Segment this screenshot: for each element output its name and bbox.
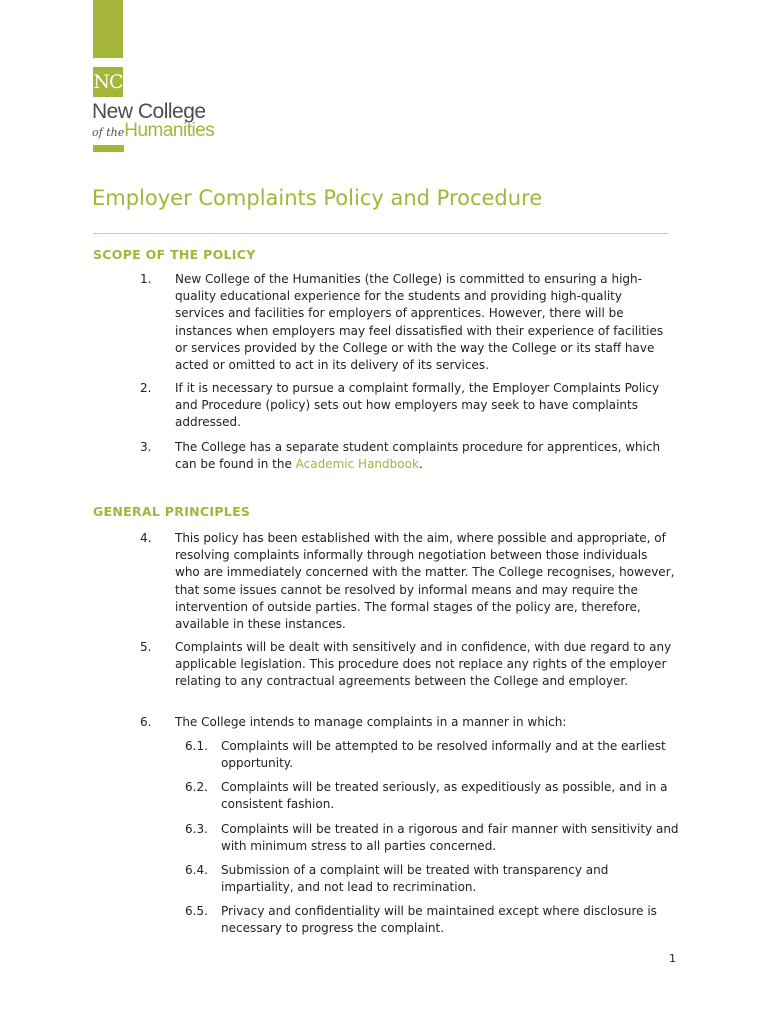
logo-top-bar [93, 0, 123, 58]
item-text: Complaints will be dealt with sensitively and in confidence, with due regard to any applicable legislation. This procedure does not replace any rights of the employer relating to any contractual agreements between the College and employer. [175, 640, 672, 689]
academic-handbook-link[interactable]: Academic Handbook [295, 457, 419, 472]
subitem-number: 6.5. [185, 904, 208, 918]
item-text: The College intends to manage complaints in a manner in which: [175, 715, 567, 729]
logo-humanities: Humanities [124, 120, 215, 141]
logo-name-line1: New College [92, 100, 206, 123]
item-number: 3. [140, 440, 152, 454]
section-heading-principles: GENERAL PRINCIPLES [93, 504, 251, 519]
subitem-text: Complaints will be attempted to be resolved informally and at the earliest opportunity. [221, 739, 666, 771]
subitem-text: Privacy and confidentiality will be maintained except where disclosure is necessary to progress the complaint. [221, 904, 657, 936]
item-number: 6. [140, 715, 152, 729]
page-number: 1 [669, 952, 676, 965]
logo-underbar [93, 145, 124, 152]
item-number: 4. [140, 531, 152, 545]
logo-monogram: NC [93, 67, 123, 97]
subitem-text: Submission of a complaint will be treated with transparency and impartiality, and not lead to recrimination. [221, 863, 609, 895]
section-heading-scope: SCOPE OF THE POLICY [93, 247, 256, 262]
item-number: 5. [140, 640, 152, 654]
logo-of-the: of the [92, 126, 125, 139]
item-text: If it is necessary to pursue a complaint formally, the Employer Complaints Policy and Procedure (policy) sets out how employers may seek to have complaints addressed. [175, 381, 660, 430]
subitem-number: 6.1. [185, 739, 208, 753]
subitem-number: 6.4. [185, 863, 208, 877]
item-number: 1. [140, 272, 152, 286]
page-title: Employer Complaints Policy and Procedure [92, 186, 543, 210]
item-text: This policy has been established with the aim, where possible and appropriate, of resolving complaints informally through negotiation between those individuals who are immediately concerned with the matter. The College recognises, however, that some issues cannot be resolved by informal means and may require the intervention of outside parties. The formal stages of the policy are, therefore, available in these instances. [175, 531, 675, 632]
item-number: 2. [140, 381, 152, 395]
subitem-text: Complaints will be treated seriously, as expeditiously as possible, and in a consistent fashion. [221, 780, 668, 812]
subitem-number: 6.3. [185, 822, 208, 836]
subitem-text: Complaints will be treated in a rigorous and fair manner with sensitivity and with minimum stress to all parties concerned. [221, 822, 679, 854]
logo-name-line2 [92, 121, 214, 143]
item-text: The College has a separate student complaints procedure for apprentices, which can be found in the Academic Handbook. [175, 440, 661, 472]
item-text: New College of the Humanities (the College) is committed to ensuring a high-quality educational experience for the students and providing high-quality services and facilities for employers of apprentices. However, there will be instances when employers may feel dissatisfied with their experience of facilities or services provided by the College or with the way the College or its staff have acted or omitted to act in its delivery of its services. [175, 272, 664, 373]
subitem-number: 6.2. [185, 780, 208, 794]
title-divider [93, 233, 668, 234]
